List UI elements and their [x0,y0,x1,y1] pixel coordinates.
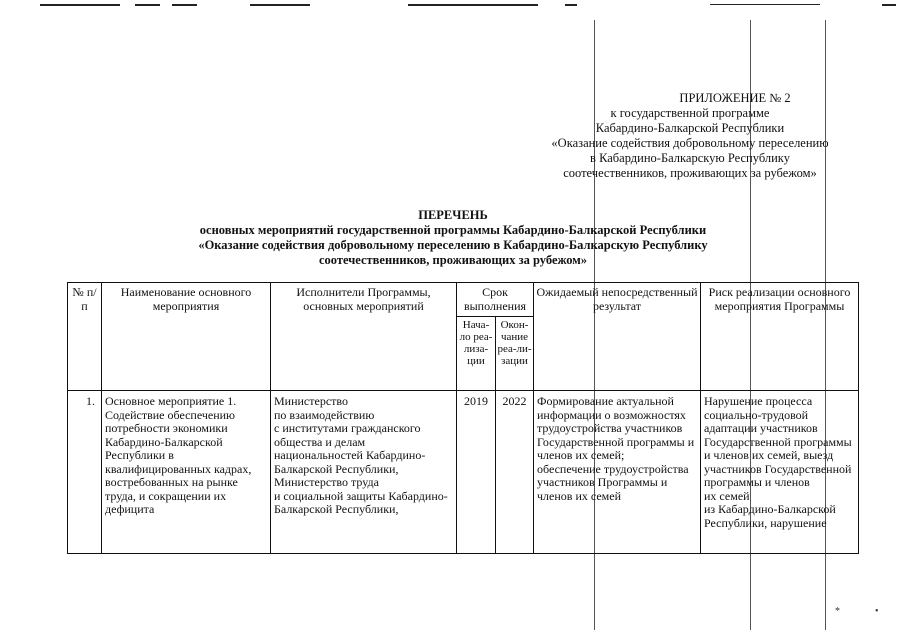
scan-artifact: • [875,606,879,617]
scan-artifact [135,4,160,6]
row-start: 2019 [457,391,496,554]
row-name: Основное мероприятие 1. Содействие обеспечению потребности экономики Кабардино-Балкарской Республики в квалифицированных кадрах, востребованных на рынке труда, и сокращении их дефицита [102,391,271,554]
appendix-line: «Оказание содействия добровольному переселению [551,136,829,150]
appendix-line: соотечественников, проживающих за рубежом» [563,166,817,180]
scan-artifact [250,4,310,6]
document-title [150,208,756,268]
activities-table [67,282,859,554]
appendix-block [520,91,860,181]
scan-artifact [172,4,197,6]
row-num: 1. [68,391,102,554]
header-risk: Риск реализации основного мероприятия Программы [701,283,859,391]
appendix-line: ПРИЛОЖЕНИЕ № 2 [679,91,791,105]
appendix-line: в Кабардино-Балкарскую Республику [590,151,790,165]
row-end: 2022 [496,391,534,554]
row-executors: Министерство по взаимодействию с институтами гражданского общества и делам национальностей Кабардино-Балкарской Республики, Министерство труда и социальной защиты Кабардино-Балкарской Республики, [271,391,457,554]
scan-artifact [408,4,538,6]
scan-artifact [710,4,820,5]
header-term: Срок выполнения [457,283,534,317]
table-row [68,391,859,554]
title-line: ПЕРЕЧЕНЬ [418,208,488,222]
title-line: соотечественников, проживающих за рубежом» [318,253,588,267]
header-row [68,283,859,317]
header-result: Ожидаемый непосредственный результат [534,283,701,391]
scan-artifact [40,4,120,6]
header-start: Нача-ло реа-лиза-ции [457,317,496,391]
title-line: «Оказание содействия добровольному переселению в Кабардино-Балкарскую Республику [198,238,708,252]
scan-artifact: * [835,606,840,617]
header-end: Окон-чание реа-ли-зации [496,317,534,391]
scan-artifact [882,4,896,6]
row-risk: Нарушение процесса социально-трудовой адаптации участников Государственной программы и членов их семей, выезд участников Государственной программы и членов их семей из Кабардино-Балкарской Республики, нарушение [701,391,859,554]
scan-artifact [565,4,577,6]
header-executors: Исполнители Программы, основных мероприятий [271,283,457,391]
appendix-line: Кабардино-Балкарской Республики [595,121,785,135]
header-num: № п/п [68,283,102,391]
appendix-line: к государственной программе [610,106,770,120]
row-result: Формирование актуальной информации о возможностях трудоустройства участников Государственной программы и членов их семей; обеспечение трудоустройства участников Программы и членов их семей [534,391,701,554]
header-name: Наименование основного мероприятия [102,283,271,391]
title-line: основных мероприятий государственной программы Кабардино-Балкарской Республики [199,223,707,237]
